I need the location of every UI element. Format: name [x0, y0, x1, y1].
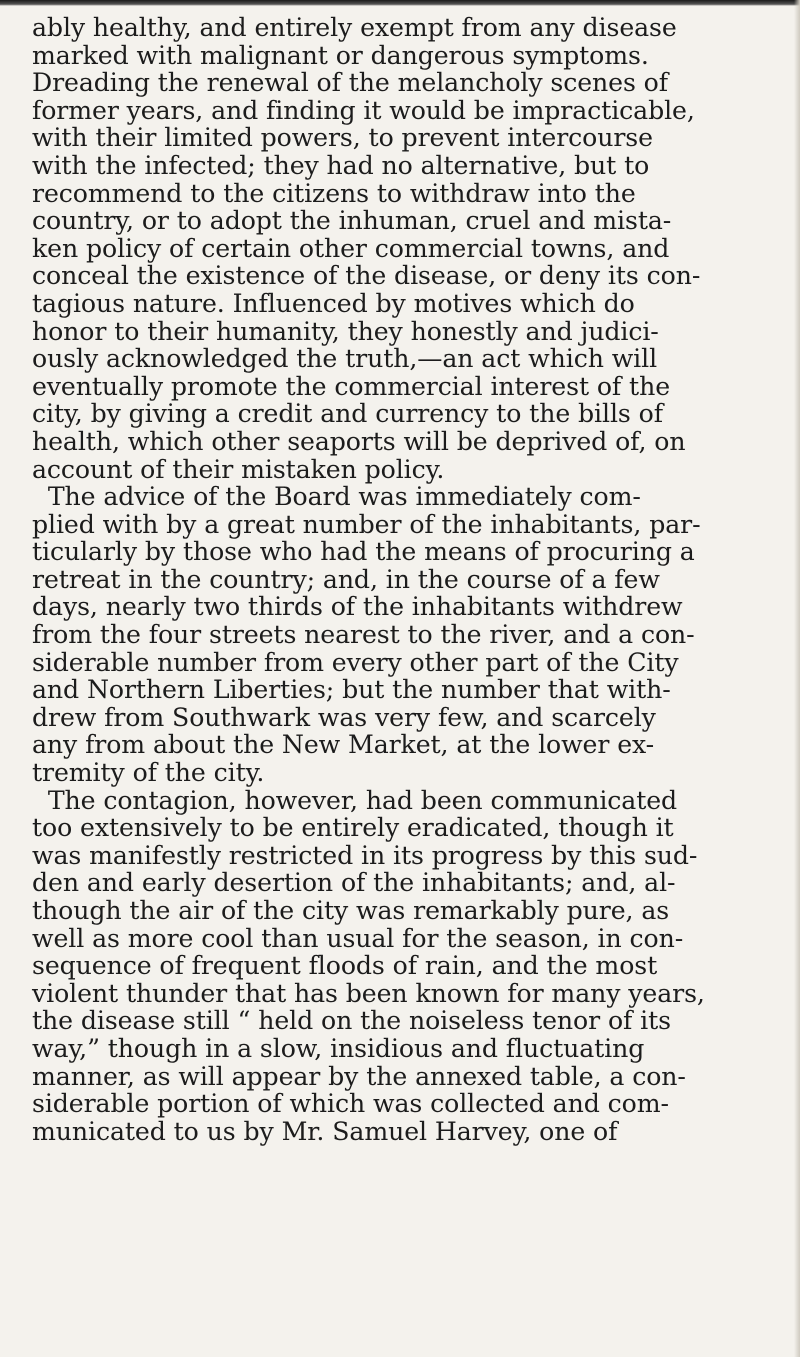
text-line: ably healthy, and entirely exempt from any disease	[32, 13, 677, 42]
text-line: The contagion, however, had been communicated	[32, 785, 678, 815]
text-line: well as more cool than usual for the season, in con-	[32, 923, 684, 953]
text-line: account of their mistaken policy.	[32, 454, 445, 484]
text-line: siderable portion of which was collected and com-	[32, 1089, 669, 1119]
text-line: retreat in the country; and, in the course of a few	[32, 564, 660, 594]
text-line: and Northern Liberties; but the number that with-	[32, 675, 671, 705]
text-line: any from about the New Market, at the lower ex-	[32, 730, 655, 760]
text-line: marked with malignant or dangerous symptoms.	[32, 40, 649, 70]
text-line: ken policy of certain other commercial towns, and	[32, 233, 670, 263]
text-line: was manifestly restricted in its progress by this sud-	[32, 840, 698, 870]
text-line: the disease still “ held on the noiseless tenor of its	[32, 1006, 671, 1036]
text-line: den and early desertion of the inhabitants; and, al-	[32, 868, 676, 898]
text-line: tremity of the city.	[32, 758, 265, 788]
text-line: eventually promote the commercial interest of the	[32, 371, 671, 401]
text-line: conceal the existence of the disease, or deny its con-	[32, 261, 701, 291]
text-line: municated to us by Mr. Samuel Harvey, one of	[32, 1116, 618, 1146]
text-line: with their limited powers, to prevent intercourse	[32, 123, 653, 153]
text-line: manner, as will appear by the annexed table, a con-	[32, 1061, 686, 1091]
text-line: siderable number from every other part of the City	[32, 647, 679, 677]
text-line: from the four streets nearest to the river, and a con-	[32, 620, 695, 650]
text-line: former years, and finding it would be impracticable,	[32, 95, 695, 125]
text-line: recommend to the citizens to withdraw into the	[32, 178, 636, 208]
top-edge-shadow	[0, 0, 800, 6]
text-line: ticularly by those who had the means of procuring a	[32, 537, 695, 567]
text-line: city, by giving a credit and currency to the bills of	[32, 399, 663, 429]
text-line: ously acknowledged the truth,—an act which will	[32, 344, 658, 374]
text-line: health, which other seaports will be deprived of, on	[32, 426, 686, 456]
text-line: The advice of the Board was immediately com-	[32, 482, 641, 512]
text-line: with the infected; they had no alternative, but to	[32, 150, 650, 180]
text-line: sequence of frequent floods of rain, and the most	[32, 951, 658, 981]
text-line: country, or to adopt the inhuman, cruel and mista-	[32, 206, 672, 236]
text-line: though the air of the city was remarkably pure, as	[32, 896, 670, 925]
text-line: way,” though in a slow, insidious and fluctuating	[32, 1033, 645, 1063]
text-line: days, nearly two thirds of the inhabitants withdrew	[32, 592, 683, 622]
text-line: tagious nature. Influenced by motives which do	[32, 288, 635, 318]
text-line: honor to their humanity, they honestly and judici-	[32, 316, 659, 346]
text-line: Dreading the renewal of the melancholy scenes of	[32, 68, 668, 98]
text-line: violent thunder that has been known for many years,	[32, 978, 705, 1008]
text-line: plied with by a great number of the inhabitants, par-	[32, 509, 701, 539]
text-line: too extensively to be entirely eradicated, though it	[32, 813, 674, 843]
body-text	[32, 14, 798, 1145]
text-line: drew from Southwark was very few, and scarcely	[32, 702, 656, 732]
